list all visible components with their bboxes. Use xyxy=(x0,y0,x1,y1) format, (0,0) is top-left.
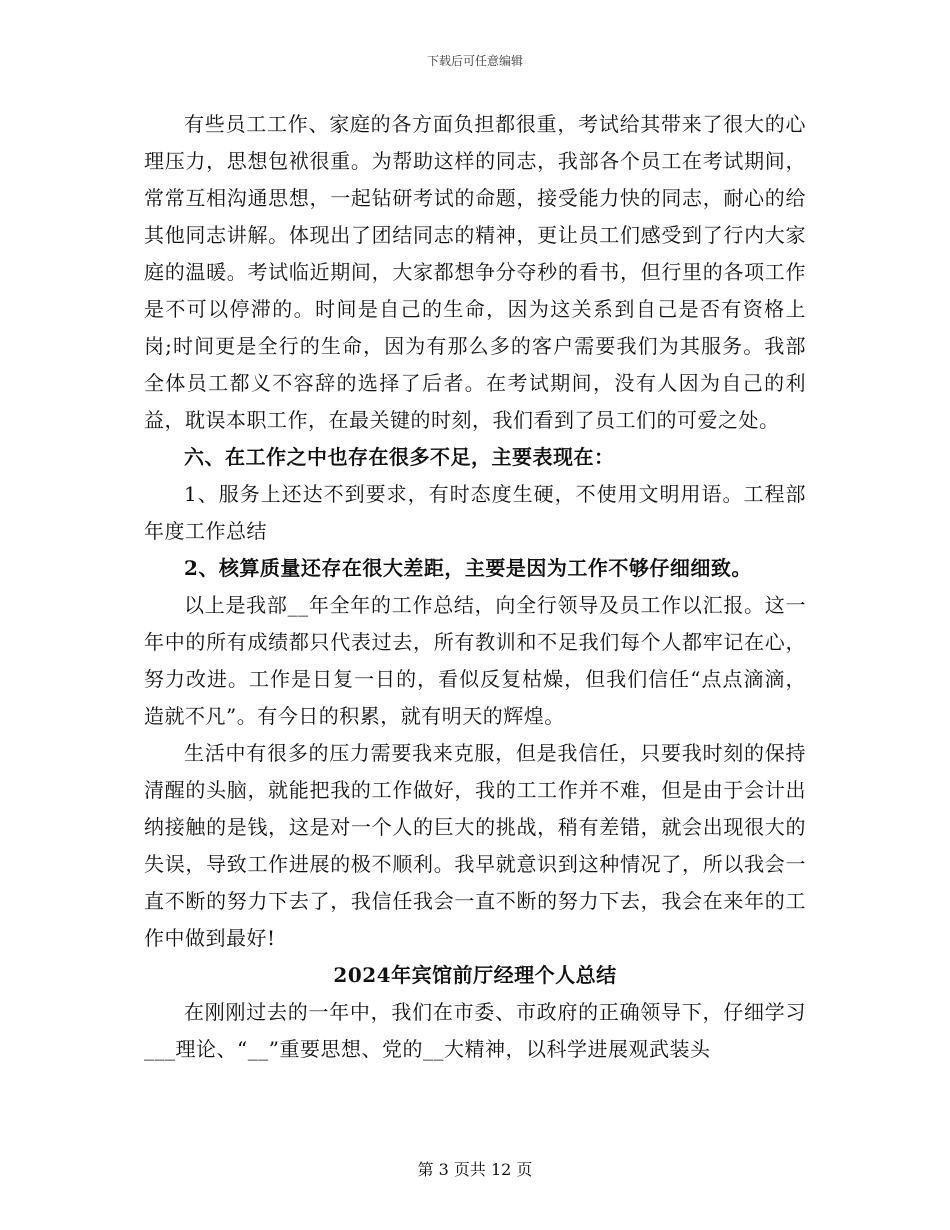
paragraph-summary: 以上是我部__年全年的工作总结，向全行领导及员工作以汇报。这一年中的所有成绩都只代表过去，所有教训和不足我们每个人都牢记在心，努力改进。工作是日复一日的，看似反复枯燥，但我们信任“点点滴滴，造就不凡”。有今日的积累，就有明天的辉煌。 xyxy=(144,593,806,728)
document-body xyxy=(144,106,806,1068)
page-footer: 第 3 页共 12 页 xyxy=(417,1160,533,1179)
page-header: 下载后可任意编辑 xyxy=(426,54,523,68)
paragraph-life-pressure: 生活中有很多的压力需要我来克服，但是我信任，只要我时刻的保持清醒的头脑，就能把我的工作做好，我的工工作并不难，但是由于会计出纳接触的是钱，这是对一个人的巨大的挑战，稍有差错，就会出现很大的失误，导致工作进展的极不顺利。我早就意识到这种情况了，所以我会一直不断的努力下去了，我信任我会一直不断的努力下去，我会在来年的工作中做到最好! xyxy=(144,741,806,950)
paragraph-exam-support: 有些员工工作、家庭的各方面负担都很重，考试给其带来了很大的心理压力，思想包袱很重。为帮助这样的同志，我部各个员工在考试期间，常常互相沟通思想，一起钻研考试的命题，接受能力快的同志，耐心的给其他同志讲解。体现出了团结同志的精神，更让员工们感受到了行内大家庭的温暖。考试临近期间，大家都想争分夺秒的看书，但行里的各项工作是不可以停滞的。时间是自己的生命，因为这关系到自己是否有资格上岗;时间更是全行的生命，因为有那么多的客户需要我们为其服务。我部全体员工都义不容辞的选择了后者。在考试期间，没有人因为自己的利益，耽误本职工作，在最关键的时刻，我们看到了员工们的可爱之处。 xyxy=(144,112,806,432)
paragraph-shortcoming-1: 1、服务上还达不到要求，有时态度生硬，不使用文明用语。工程部年度工作总结 xyxy=(144,482,806,543)
paragraph-intro: 在刚刚过去的一年中，我们在市委、市政府的正确领导下，仔细学习___理论、“__”重要思想、党的__大精神，以科学进展观武装头 xyxy=(144,1000,806,1061)
paragraph-shortcoming-2: 2、核算质量还存在很大差距，主要是因为工作不够仔细细致。 xyxy=(184,556,752,580)
section-heading-shortcomings: 六、在工作之中也存在很多不足，主要表现在： xyxy=(184,445,615,469)
section-title: 2024年宾馆前厅经理个人总结 xyxy=(333,963,617,987)
